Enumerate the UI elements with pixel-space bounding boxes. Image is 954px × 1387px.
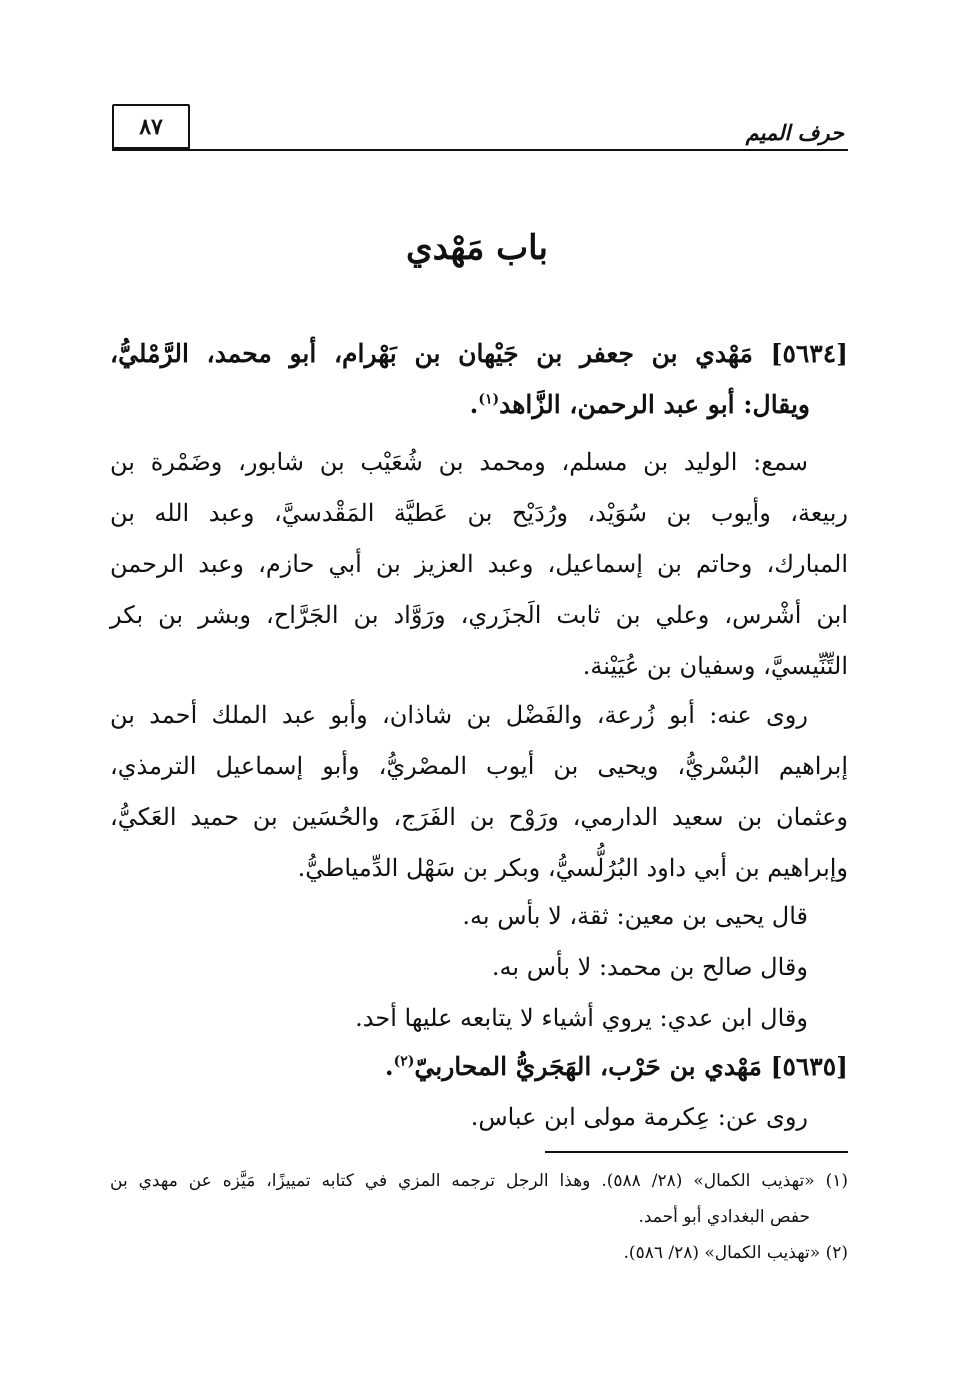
quote-line: قال يحيى بن معين: ثقة، لا بأس به. (462, 902, 808, 930)
footnote-rule (545, 1151, 848, 1153)
text-line: إبراهيم البُسْريُّ، ويحيى بن أيوب المصْريُّ، وأبو إسماعيل الترمذي، (110, 752, 848, 780)
entry-heading-line: [٥٦٣٤] مَهْدي بن جعفر بن جَيْهان بن بَهْرام، أبو محمد، الرَّمْليُّ، (110, 339, 848, 368)
quotes-block (110, 891, 848, 1044)
page-number: ٨٧ (139, 113, 163, 140)
quote-line: وقال صالح بن محمد: لا بأس به. (491, 953, 808, 981)
quote-line: وقال ابن عدي: يروي أشياء لا يتابعه عليها أحد. (355, 1004, 808, 1032)
footnote-line: (٢) «تهذيب الكمال» (٢٨/ ٥٨٦). (623, 1243, 848, 1263)
text-line: روى عن: عِكرمة مولى ابن عباس. (470, 1103, 808, 1131)
entry-5634-heading (110, 328, 848, 430)
footnote-line: (١) «تهذيب الكمال» (٢٨/ ٥٨٨). وهذا الرجل ترجمه المزي في كتابه تمييزًا، مَيَّزه عن مهدي بن (110, 1171, 848, 1191)
entry-5635 (110, 1041, 848, 1143)
text-line: وعثمان بن سعيد الدارمي، ورَوْح بن الفَرَج، والحُسَين بن حميد العَكيُّ، (110, 803, 848, 831)
chapter-title: باب مَهْدي (405, 228, 548, 268)
paragraph-narrated-from-him (110, 690, 848, 894)
text-line: ابن أشْرس، وعلي بن ثابت الَجزَري، ورَوَّاد بن الجَرَّاح، وبشر بن بكر (110, 601, 848, 629)
text-line: ربيعة، وأيوب بن سُوَيْد، ورُدَيْح بن عَطيَّة المَقْدسيَّ، وعبد الله بن (110, 499, 848, 527)
entry-heading-end: . (469, 390, 479, 419)
header-rule (112, 149, 848, 151)
paragraph-heard-from (110, 437, 848, 692)
running-title: حرف الميم (745, 120, 844, 145)
footnote-ref: (٢) (393, 1053, 415, 1070)
page-number-box (112, 104, 190, 150)
text-line: سمع: الوليد بن مسلم، ومحمد بن شُعَيْب بن شابور، وضَمْرة بن (110, 448, 808, 476)
text-line: وإبراهيم بن أبي داود البُرُلُّسيُّ، وبكر بن سَهْل الدِّمياطيُّ. (297, 854, 848, 882)
text-line: المبارك، وحاتم بن إسماعيل، وعبد العزيز بن أبي حازم، وعبد الرحمن (110, 550, 848, 578)
entry-heading-text: [٥٦٣٥] مَهْدي بن حَرْب، الهَجَريُّ المحاربيّ (414, 1052, 848, 1081)
footnotes (110, 1163, 848, 1271)
entry-heading-text: ويقال: أبو عبد الرحمن، الزَّاهد (499, 390, 810, 419)
entry-heading-end: . (384, 1052, 394, 1081)
footnote-line: حفص البغدادي أبو أحمد. (638, 1207, 810, 1227)
entry-heading-line (110, 379, 848, 430)
footnote-ref: (١) (478, 391, 500, 408)
text-line: روى عنه: أبو زُرعة، والفَضْل بن شاذان، وأبو عبد الملك أحمد بن (110, 701, 808, 729)
text-line: التِّنِّيسيَّ، وسفيان بن عُيَيْنة. (582, 652, 848, 680)
entry-heading-line (110, 1041, 848, 1092)
